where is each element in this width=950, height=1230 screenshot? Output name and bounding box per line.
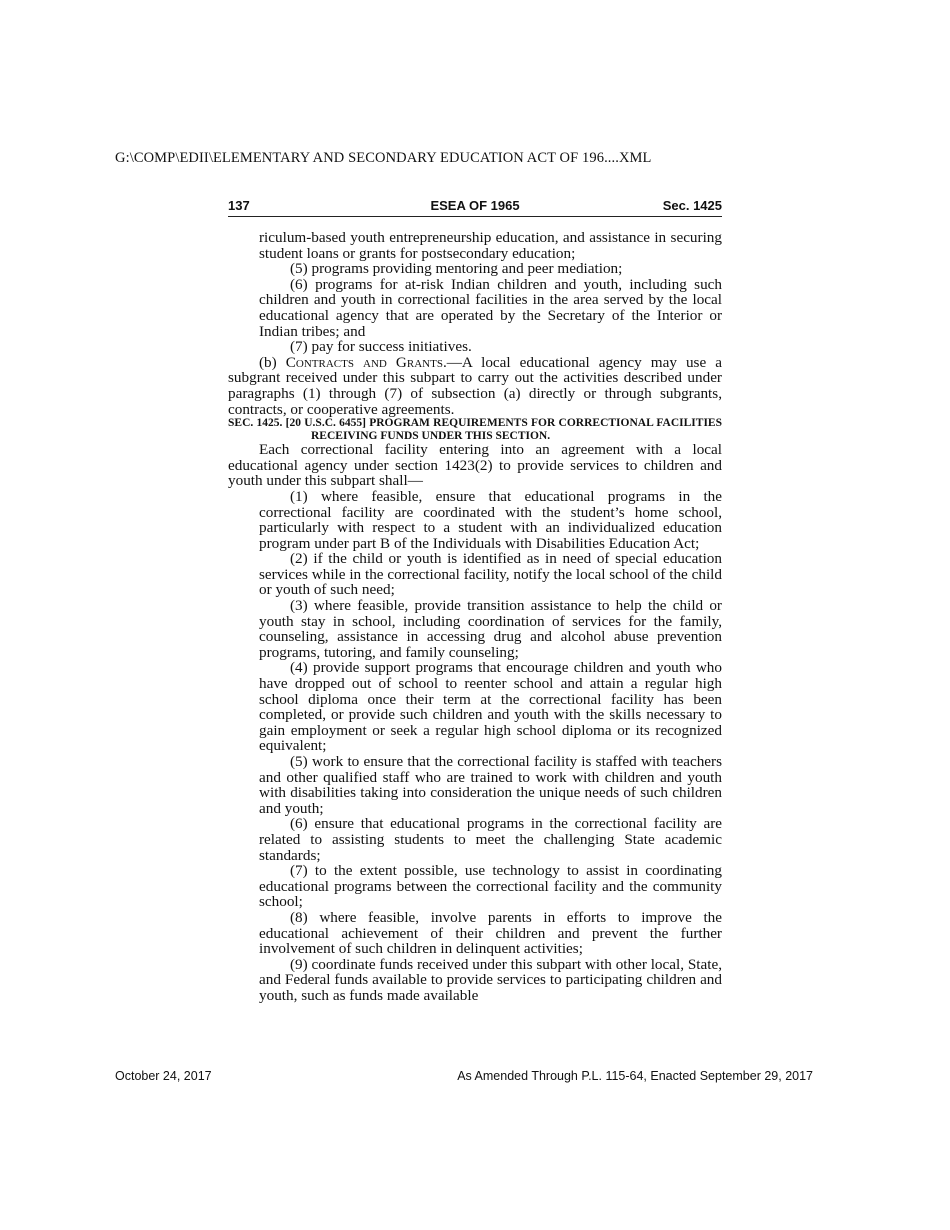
requirement-5: (5) work to ensure that the correctional facility is staffed with teachers and other qualified staff who are trained to work with children and youth with disabilities taking into consideration the unique needs of such children and youth; [259, 753, 722, 817]
paragraph-a6: (6) programs for at-risk Indian children and youth, including such children and youth in correctional facilities in the area served by the local educational agency that are operated by the Secretary of the Interior or Indian tribes; and [259, 275, 722, 340]
paragraph-a5: (5) programs providing mentoring and peer mediation; [290, 260, 623, 278]
footer-date: October 24, 2017 [115, 1069, 212, 1083]
requirement-2: (2) if the child or youth is identified as in need of special education services while in the correctional facility, notify the local school of the child or youth of such need; [259, 550, 722, 599]
file-path: G:\COMP\EDII\ELEMENTARY AND SECONDARY EDUCATION ACT OF 196....XML [115, 150, 652, 166]
requirement-4: (4) provide support programs that encourage children and youth who have dropped out of school to reenter school and attain a regular high school diploma once their term at the correctional facility has been completed, or provide such children and youth with the skills necessary to gain employment or seek a regular high school diploma or its recognized equivalent; [259, 659, 722, 755]
running-head [228, 198, 722, 217]
section-intro: Each correctional facility entering into an agreement with a local educational agency under section 1423(2) to provide services to children and youth under this subpart shall— [228, 441, 722, 490]
section-heading: SEC. 1425. [20 U.S.C. 6455] PROGRAM REQUIREMENTS FOR CORRECTIONAL FACILITIES RECEIVING FUNDS UNDER THIS SECTION. [228, 417, 722, 442]
paragraph-a7: (7) pay for success initiatives. [290, 338, 472, 356]
requirement-1: (1) where feasible, ensure that educational programs in the correctional facility are coordinated with the student’s home school, particularly with respect to a student with an individualized education program under part B of the Individuals with Disabilities Education Act; [259, 487, 722, 552]
subsection-b-text: .—A local educational agency may use a subgrant received under this subpart to carry out the activities described under paragraphs (1) through (7) of subsection (a) directly or through subgrants, contracts, or cooperative agreements. [228, 353, 723, 418]
document-body [228, 230, 722, 1004]
page-number: 137 [228, 198, 250, 213]
continuation-paragraph: riculum-based youth entrepreneurship education, and assistance in securing student loans or grants for postsecondary education; [259, 229, 722, 262]
requirement-9: (9) coordinate funds received under this subpart with other local, State, and Federal funds available to provide services to participating children and youth, such as funds made available [259, 955, 722, 1004]
requirement-7: (7) to the extent possible, use technology to assist in coordinating educational programs between the correctional facility and the community school; [259, 862, 722, 911]
requirement-8: (8) where feasible, involve parents in efforts to improve the educational achievement of their children and prevent the further involvement of such children in delinquent activities; [259, 908, 722, 958]
subsection-b-label: (b) [259, 353, 277, 371]
act-title: ESEA OF 1965 [430, 198, 520, 213]
footer-amended: As Amended Through P.L. 115-64, Enacted September 29, 2017 [457, 1069, 813, 1083]
subsection-b [228, 355, 722, 417]
subsection-b-heading: Contracts and Grants [285, 353, 443, 371]
section-label: Sec. 1425 [662, 198, 722, 213]
requirement-3: (3) where feasible, provide transition assistance to help the child or youth stay in school, including coordination of services for the family, counseling, assistance in accessing drug and alcohol abuse prevention programs, tutoring, and family counseling; [259, 597, 722, 661]
requirement-6: (6) ensure that educational programs in the correctional facility are related to assisting students to meet the challenging State academic standards; [259, 815, 722, 864]
